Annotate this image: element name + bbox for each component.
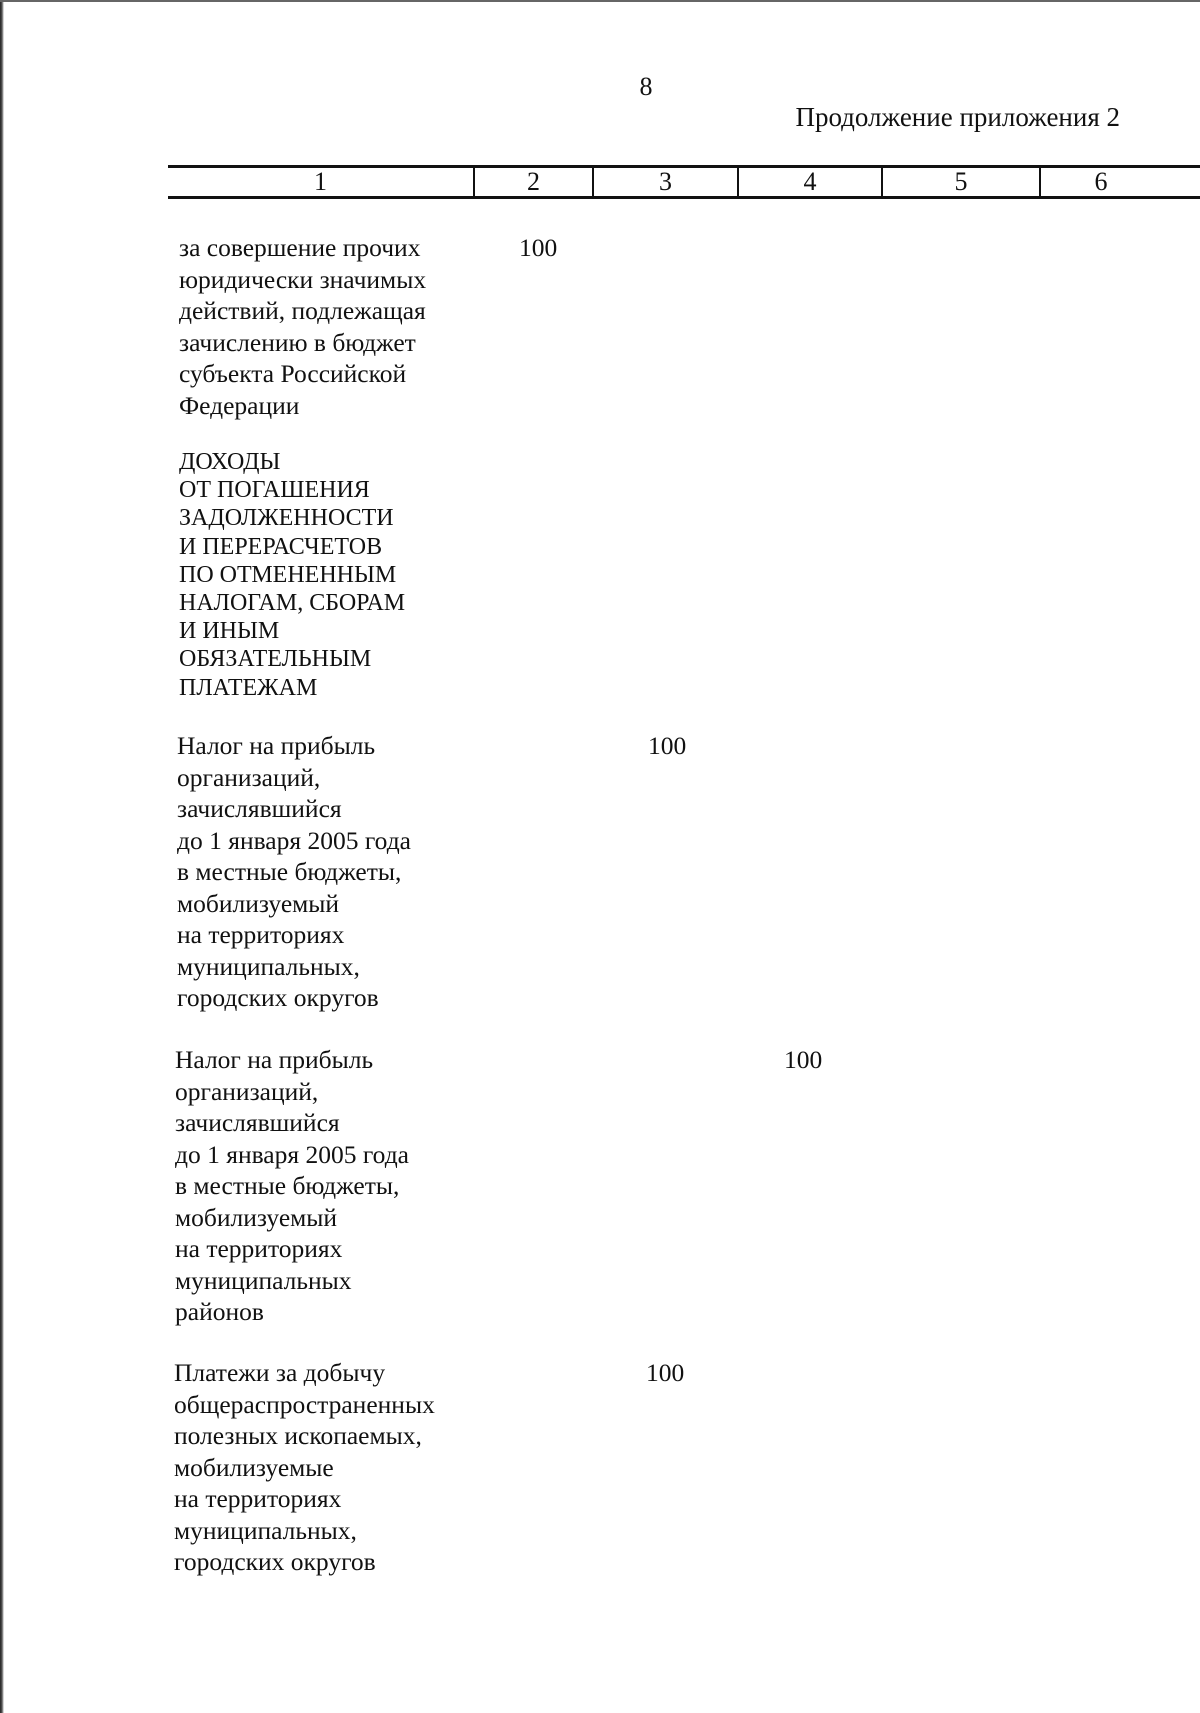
table-header: [168, 165, 1200, 199]
table-row-2-text: ДОХОДЫ ОТ ПОГАШЕНИЯ ЗАДОЛЖЕННОСТИ И ПЕРЕРАСЧЕТОВ ПО ОТМЕНЕННЫМ НАЛОГАМ, СБОРАМ И ИНЫМ ОБЯЗАТЕЛЬНЫМ ПЛАТЕЖАМ: [179, 449, 406, 701]
table-row-4-col4: 100: [784, 1045, 823, 1074]
header-col-5: 5: [954, 167, 968, 196]
table-row-1-col2: 100: [519, 233, 558, 262]
continuation-title: Продолжение приложения 2: [795, 102, 1120, 132]
scan-edge-left: [0, 0, 4, 1713]
table-row-3-text: Налог на прибыль организаций, зачислявшийся до 1 января 2005 года в местные бюджеты, мобилизуемый на территориях муниципальных, городских округов: [177, 731, 411, 1012]
header-col-3: 3: [659, 167, 672, 196]
table-row-3-col3: 100: [648, 731, 687, 760]
table-header-rule-bottom: [168, 196, 1200, 199]
header-col-1: 1: [314, 167, 327, 196]
table-row-4-text: Налог на прибыль организаций, зачислявшийся до 1 января 2005 года в местные бюджеты, мобилизуемый на территориях муниципальных районов: [175, 1045, 409, 1326]
table-row-1-text: за совершение прочих юридически значимых действий, подлежащая зачислению в бюджет субъекта Российской Федерации: [179, 233, 427, 420]
header-col-2: 2: [527, 167, 540, 196]
header-col-4: 4: [803, 167, 817, 196]
page-number: 8: [639, 72, 653, 101]
table-row-5-text: Платежи за добычу общераспространенных полезных ископаемых, мобилизуемые на территориях муниципальных, городских округов: [174, 1358, 435, 1576]
header-col-6: 6: [1094, 167, 1108, 196]
table-row-5-col3: 100: [646, 1358, 685, 1387]
scan-edge-top: [0, 0, 1200, 2]
